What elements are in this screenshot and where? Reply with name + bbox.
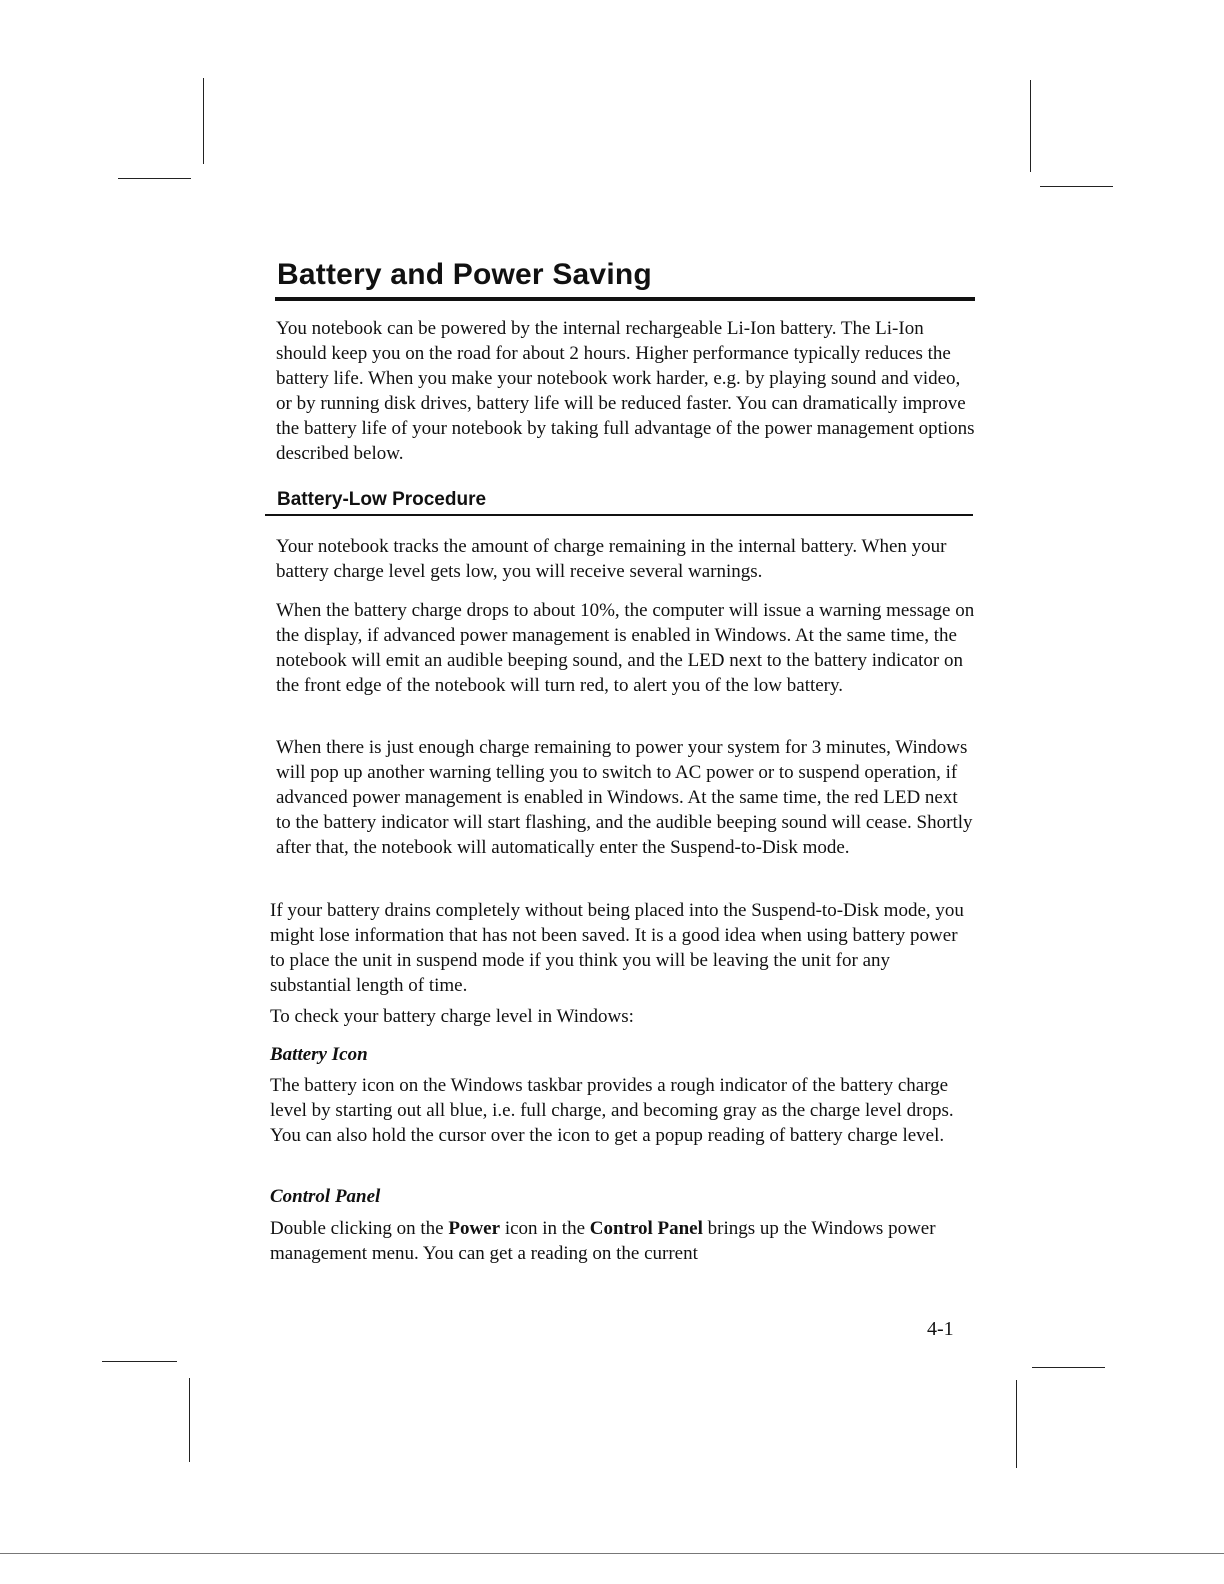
text-run: icon in the xyxy=(500,1218,590,1239)
paragraph: Your notebook tracks the amount of charge remaining in the internal battery. When your battery charge level gets low, you will receive several warnings. xyxy=(276,536,947,582)
paragraph: When the battery charge drops to about 10%, the computer will issue a warning message on the display, if advanced power management is enabled in Windows. At the same time, the notebook will emit an audible beeping sound, and the LED next to the battery indicator on the front edge of the notebook will turn red, to alert you of the low battery. xyxy=(276,600,975,696)
intro-paragraph: You notebook can be powered by the internal rechargeable Li-Ion battery. The Li-Ion should keep you on the road for about 2 hours. Higher performance typically reduces the battery life. When you make your notebook work harder, e.g. by playing sound and video, or by running disk drives, battery life will be reduced faster. You can dramatically improve the battery life of your notebook by taking full advantage of the power management options described below. xyxy=(276,318,975,464)
crop-mark-top-right-vertical xyxy=(1030,80,1031,172)
battery-icon-caption: Battery Icon xyxy=(270,1044,368,1065)
control-panel-emphasis: Control Panel xyxy=(589,1218,703,1239)
subsection-title: Battery-Low Procedure xyxy=(277,489,487,510)
paragraph: When there is just enough charge remaining to power your system for 3 minutes, Windows will pop up another warning telling you to switch to AC power or to suspend operation, if advanced power management is enabled in Windows. At the same time, the red LED next to the battery indicator will start flashing, and the audible beeping sound will cease. Shortly after that, the notebook will automatically enter the Suspend-to-Disk mode. xyxy=(276,737,973,858)
crop-mark-top-left-vertical xyxy=(203,78,204,164)
paragraph: To check your battery charge level in Windows: xyxy=(270,1006,634,1027)
page-title: Battery and Power Saving xyxy=(277,258,652,291)
paragraph: If your battery drains completely without being placed into the Suspend-to-Disk mode, you might lose information that has not been saved. It is a good idea when using battery power to place the unit in suspend mode if you think you will be leaving the unit for any substantial length of time. xyxy=(270,900,964,996)
text-run: brings up the Windows power management menu. You can get a reading on the current xyxy=(270,1218,936,1264)
power-emphasis: Power xyxy=(448,1218,501,1239)
control-panel-paragraph xyxy=(270,1216,970,1266)
crop-mark-bottom-left-vertical xyxy=(189,1378,190,1462)
title-rule xyxy=(275,297,975,301)
text-run: Double clicking on the xyxy=(270,1218,449,1239)
battery-icon-paragraph: The battery icon on the Windows taskbar provides a rough indicator of the battery charge level by starting out all blue, i.e. full charge, and becoming gray as the charge level drops. You can also hold the cursor over the icon to get a popup reading of battery charge level. xyxy=(270,1075,954,1146)
crop-mark-bottom-right-horizontal xyxy=(1032,1367,1105,1368)
page-number: 4-1 xyxy=(927,1318,954,1340)
crop-mark-bottom-left-horizontal xyxy=(102,1361,177,1362)
crop-mark-bottom-right-vertical xyxy=(1016,1380,1017,1468)
subsection-rule xyxy=(265,514,973,516)
control-panel-caption: Control Panel xyxy=(270,1186,381,1207)
crop-mark-top-right-horizontal xyxy=(1040,186,1113,187)
crop-mark-top-left-horizontal xyxy=(118,178,191,179)
scan-bottom-edge xyxy=(0,1553,1224,1554)
